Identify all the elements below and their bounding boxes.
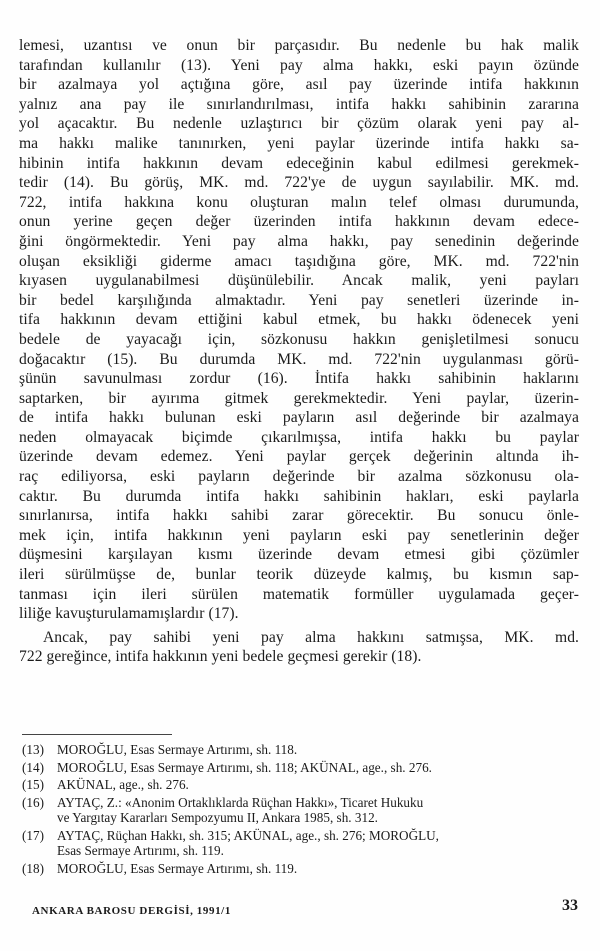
- footnote-text: [57, 777, 582, 792]
- text-line: bir bedel karşılığında almaktadır. Yeni pay senetleri üzerinde in-: [19, 291, 579, 309]
- footnote: [22, 861, 582, 876]
- text-line: yol açacaktır. Bu nedenle uzlaştırıcı bir çözüm olarak yeni pay al-: [19, 115, 579, 133]
- text-line: tifa hakkının devam ettiğini kabul etmek, bu hakkı ödenecek yeni: [19, 311, 579, 329]
- footnote-line: MOROĞLU, Esas Sermaye Artırımı, sh. 119.: [57, 860, 298, 876]
- page-number: 33: [562, 897, 578, 914]
- footnote-text: [57, 742, 582, 757]
- journal-footer: ANKARA BAROSU DERGİSİ, 1991/1: [32, 905, 231, 917]
- text-line: ileri sürülmüşse de, bunlar teorik düzeyde kalmış, bu kısmın sap-: [19, 566, 579, 584]
- footnote-line: AKÜNAL, age., sh. 276.: [57, 777, 189, 793]
- text-line: kıyasen uygulanabilmesi düşünülebilir. Ancak malik, yeni payları: [19, 272, 579, 290]
- footnote: [22, 795, 582, 826]
- text-line: onun yerine geçen değer üzerinden intifa hakkının devam edece-: [19, 213, 579, 231]
- text-line: düşmesini karşılayan kısmı üzerinde devam etmesi gibi çözümler: [19, 546, 579, 564]
- text-line: saptarken, bir ayırıma gitmek gerekmektedir. Yeni paylar, üzerin-: [19, 389, 579, 407]
- footnote-number: (17): [22, 827, 44, 843]
- body-text: [19, 36, 579, 667]
- footnote-number: (13): [22, 742, 44, 757]
- text-line: caktır. Bu durumda intifa hakkı sahibinin hakları, eski paylarla: [19, 487, 579, 505]
- paragraph-1: [19, 36, 579, 624]
- text-line: lemesi, uzantısı ve onun bir parçasıdır. Bu nedenle bu hak malik: [19, 37, 579, 54]
- footnote-line: MOROĞLU, Esas Sermaye Artırımı, sh. 118; AKÜNAL, age., sh. 276.: [57, 759, 432, 775]
- text-line: tedir (14). Bu görüş, MK. md. 722'ye de uygun sayılabilir. MK. md.: [19, 174, 579, 192]
- text-line: şünün savunulması zordur (16). İntifa hakkı sahibinin haklarını: [19, 370, 579, 388]
- footnote-text: [57, 795, 582, 826]
- text-line: hibinin intifa hakkının devam edeceğinin kabul edilmesi gerekmek-: [19, 154, 579, 172]
- footnote-number: (16): [22, 794, 44, 810]
- text-line: 722, intifa hakkına konu oluşturan malın telef olması durumunda,: [19, 193, 579, 211]
- footnote-number: (15): [22, 777, 44, 793]
- text-line: üzerinde devam edemez. Yeni paylar gerçek değerinin altında ih-: [19, 448, 579, 466]
- footnotes: [22, 742, 582, 878]
- text-line: yalnız ana pay ile sınırlandırılması, intifa hakkı sahibinin zararına: [19, 95, 579, 113]
- text-line: bir azalmaya yol açtığına göre, asıl pay üzerinde intifa hakkının: [19, 76, 579, 94]
- footnote-number: (18): [22, 860, 44, 876]
- text-line: ğini öngörmektedir. Yeni pay alma hakkı, pay senedinin değerinde: [19, 232, 579, 250]
- text-line: mek için, intifa hakkının yeni payların eski pay senetlerinin değer: [19, 526, 579, 544]
- text-line: raç ediliyorsa, eski payların değerinde bir azalma sözkonusu ola-: [19, 468, 579, 486]
- text-line: bedele de yayacağı için, sözkonusu hakkın genişletilmesi sonucu: [19, 330, 579, 348]
- footnote-number: (14): [22, 759, 44, 775]
- text-line: ma hakkı malike tanınırken, yeni paylar üzerinde intifa hakkı sa-: [19, 134, 579, 152]
- footnote-separator: [22, 734, 172, 735]
- text-line: oluşan eksikliği giderme amacı taşıdığına göre, MK. md. 722'nin: [19, 252, 579, 270]
- text-line: sınırlanırsa, intifa hakkı sahibi zarar görecektir. Bu sonucu önle-: [19, 507, 579, 525]
- footnote: [22, 828, 582, 859]
- footnote: [22, 777, 582, 792]
- text-line: liliğe kavuşturulamamışlardır (17).: [19, 605, 239, 623]
- text-line: tanması için ileri sürülen matematik formüller uygulamada geçer-: [19, 585, 579, 603]
- footnote: [22, 760, 582, 775]
- footnote-text: [57, 861, 582, 876]
- text-line: tarafından kullanılır (13). Yeni pay alma hakkı, eski payın özünde: [19, 56, 579, 74]
- paragraph-2: [19, 628, 579, 667]
- footnote: [22, 742, 582, 757]
- footnote-line: ve Yargıtay Kararları Sempozyumu II, Ankara 1985, sh. 312.: [57, 810, 378, 826]
- footnote-line: MOROĞLU, Esas Sermaye Artırımı, sh. 118.: [57, 742, 298, 757]
- footnote-line: Esas Sermaye Artırımı, sh. 119.: [57, 843, 224, 859]
- text-line: de intifa hakkı bulunan eski payların asıl değerinde bir azalmaya: [19, 409, 579, 427]
- text-line: Ancak, pay sahibi yeni pay alma hakkını satmışsa, MK. md.: [43, 628, 579, 646]
- footnote-line: AYTAÇ, Z.: «Anonim Ortaklıklarda Rüçhan Hakkı», Ticaret Hukuku: [57, 794, 424, 810]
- footnote-text: [57, 760, 582, 775]
- text-line: 722 gereğince, intifa hakkının yeni bedele geçmesi gerekir (18).: [19, 648, 422, 666]
- text-line: neden olmayacak biçimde çıkarılmışsa, intifa hakkı bu paylar: [19, 428, 579, 446]
- footnote-text: [57, 828, 582, 859]
- footnote-line: AYTAÇ, Rüçhan Hakkı, sh. 315; AKÜNAL, age., sh. 276; MOROĞLU,: [57, 827, 439, 843]
- text-line: doğacaktır (15). Bu durumda MK. md. 722'nin uygulanması görü-: [19, 350, 579, 368]
